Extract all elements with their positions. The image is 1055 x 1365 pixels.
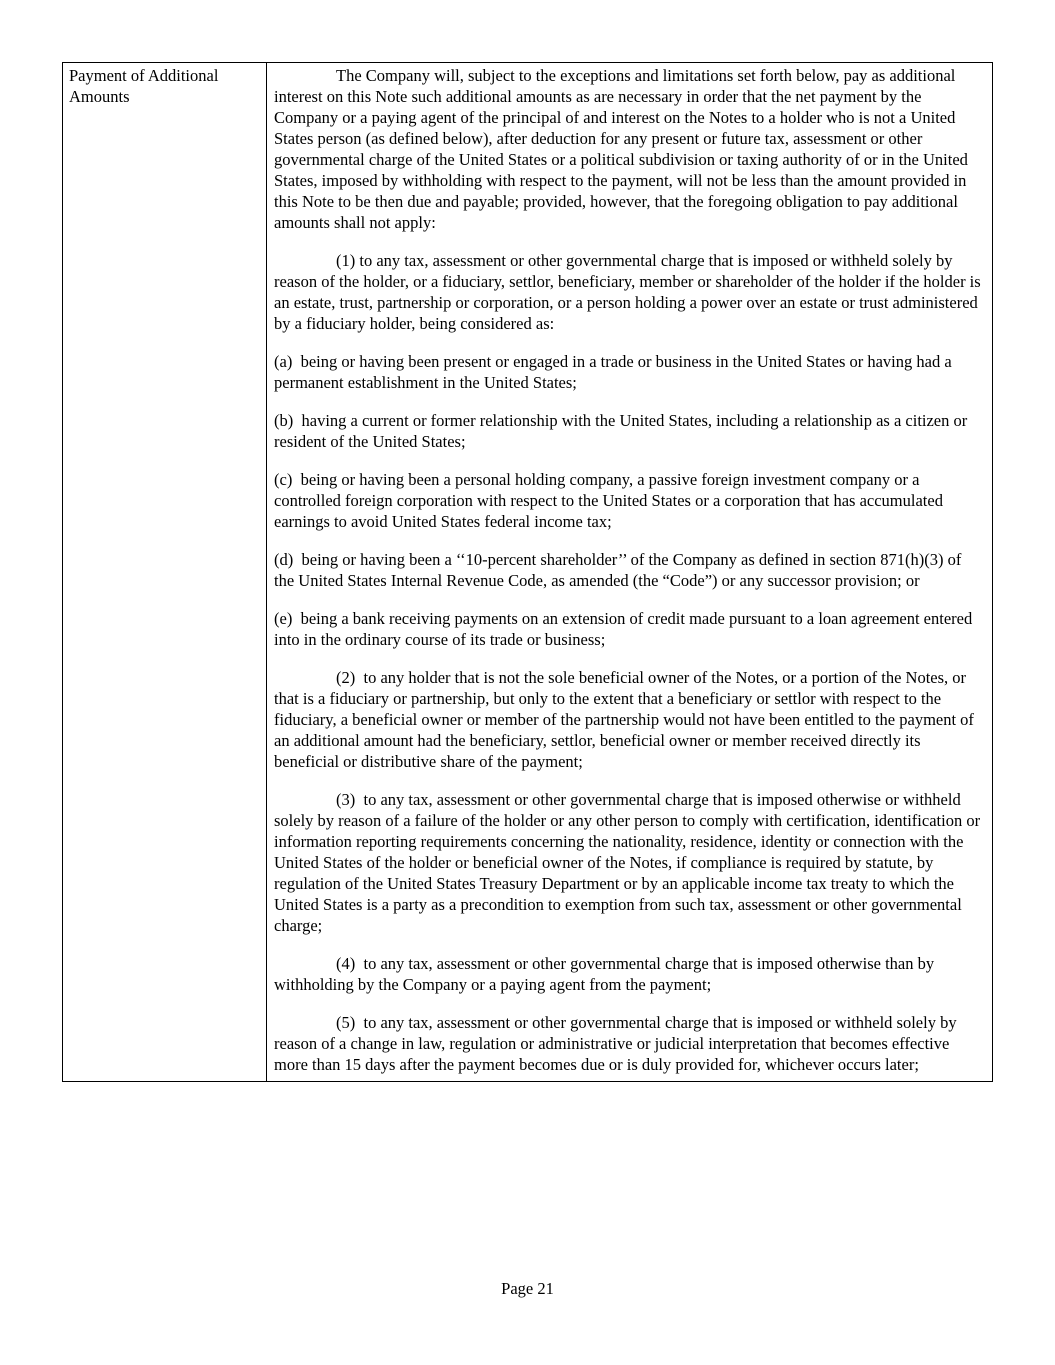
paragraph-2: (a) being or having been present or engaged in a trade or business in the United States or having had a permanent establishment in the United States; <box>274 352 956 392</box>
terms-table <box>62 62 993 1082</box>
paragraph-7: (2) to any holder that is not the sole beneficial owner of the Notes, or a portion of the Notes, or that is a fiduciary or partnership, but only to the extent that a beneficiary or settlor with respect to the fiduciary, a beneficial owner or member of the partnership would not have been entitled to the payment of an additional amount had the beneficiary, settlor, beneficial owner or member received directly its beneficial or distributive share of the payment; <box>274 668 979 771</box>
page-number: Page 21 <box>501 1279 554 1298</box>
row-label-cell <box>63 63 267 1081</box>
paragraph-5: (d) being or having been a ‘‘10-percent shareholder’’ of the Company as defined in section 871(h)(3) of the United States Internal Revenue Code, as amended (the “Code”) or any successor provision; or <box>274 550 966 590</box>
row-label: Payment of Additional Amounts <box>69 66 219 106</box>
paragraph-3: (b) having a current or former relationship with the United States, including a relationship as a citizen or resident of the United States; <box>274 411 972 451</box>
paragraph-8: (3) to any tax, assessment or other governmental charge that is imposed otherwise or withheld solely by reason of a failure of the holder or any other person to comply with certification, identification or information reporting requirements concerning the nationality, residence, identity or connection with the United States of the holder or beneficial owner of the Notes, if compliance is required by statute, by regulation of the United States Treasury Department or by an applicable income tax treaty to which the United States is a party as a precondition to exemption from such tax, assessment or other governmental charge; <box>274 790 985 935</box>
paragraph-6: (e) being a bank receiving payments on an extension of credit made pursuant to a loan agreement entered into in the ordinary course of its trade or business; <box>274 609 977 649</box>
row-body-cell <box>267 63 992 1081</box>
paragraph-1: (1) to any tax, assessment or other governmental charge that is imposed or withheld solely by reason of the holder, or a fiduciary, settlor, beneficiary, member or shareholder of the holder if the holder is an estate, trust, partnership or corporation, or a person holding a power over an estate or trust administered by a fiduciary holder, being considered as: <box>274 251 985 333</box>
paragraph-4: (c) being or having been a personal holding company, a passive foreign investment company or a controlled foreign corporation with respect to the United States or a corporation that has accumulated earnings to avoid United States federal income tax; <box>274 470 948 531</box>
paragraph-10: (5) to any tax, assessment or other governmental charge that is imposed or withheld solely by reason of a change in law, regulation or administrative or judicial interpretation that becomes effective more than 15 days after the payment becomes due or is duly provided for, whichever occurs later; <box>274 1013 961 1074</box>
paragraph-9: (4) to any tax, assessment or other governmental charge that is imposed otherwise than by withholding by the Company or a paying agent from the payment; <box>274 954 939 994</box>
paragraph-0: The Company will, subject to the exceptions and limitations set forth below, pay as additional interest on this Note such additional amounts as are necessary in order that the net payment by the Company or a paying agent of the principal of and interest on the Notes to a holder who is not a United States person (as defined below), after deduction for any present or future tax, assessment or other governmental charge of the United States or a political subdivision or taxing authority of or in the United States, imposed by withholding with respect to the payment, will not be less than the amount provided in this Note to be then due and payable; provided, however, that the foregoing obligation to pay additional amounts shall not apply: <box>274 66 973 232</box>
